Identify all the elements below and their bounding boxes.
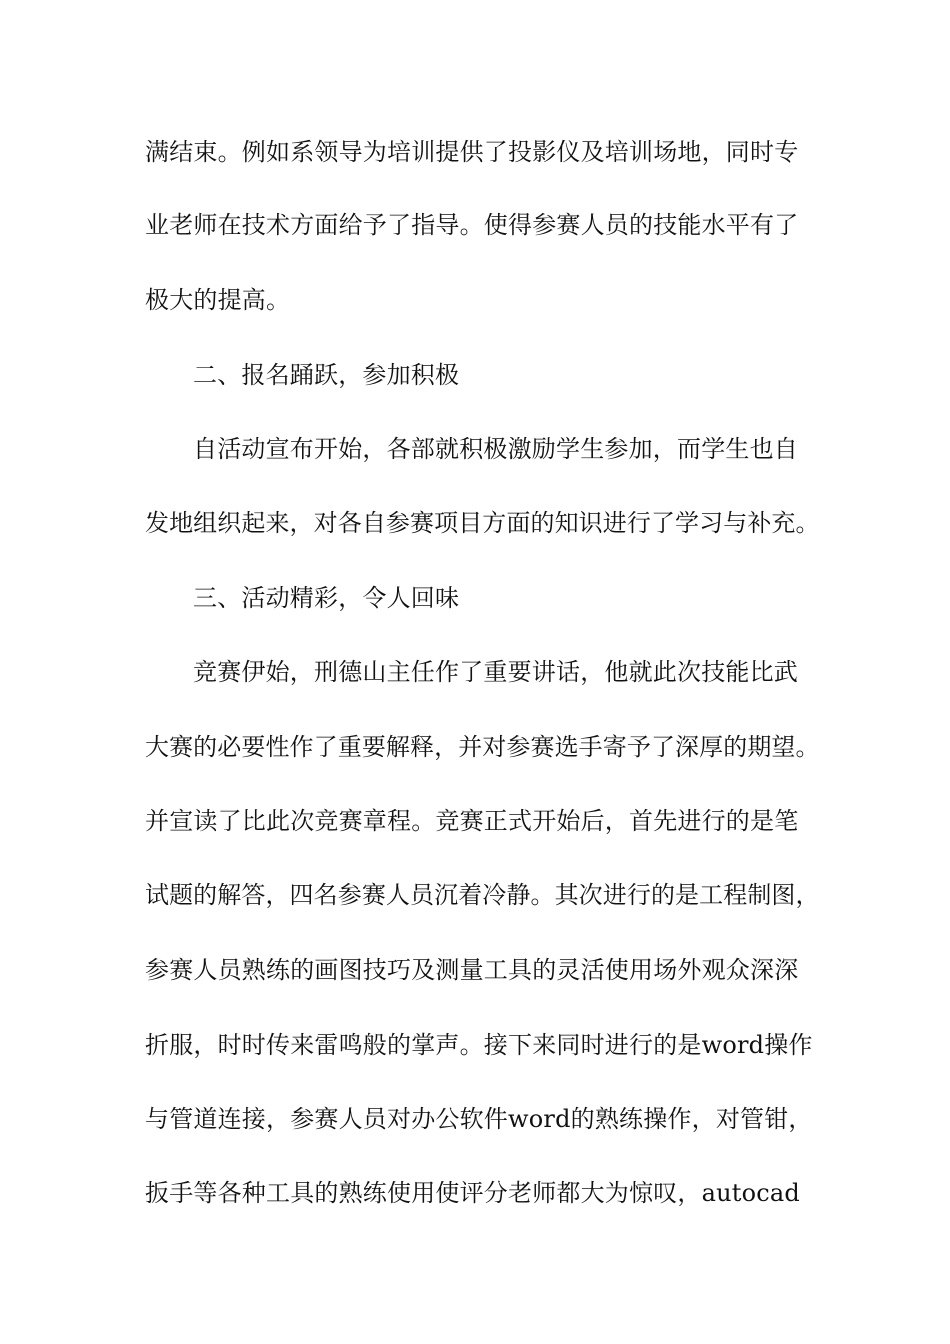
text-line: 大赛的必要性作了重要解释，并对参赛选手寄予了深厚的期望。 bbox=[145, 733, 820, 761]
text-line: 满结束。例如系领导为培训提供了投影仪及培训场地，同时专 bbox=[145, 138, 799, 166]
text-line: 竞赛伊始，刑德山主任作了重要讲话，他就此次技能比武 bbox=[193, 658, 798, 686]
text-line: 折服，时时传来雷鸣般的掌声。接下来同时进行的是word操作 bbox=[145, 1031, 813, 1059]
text-line: 业老师在技术方面给予了指导。使得参赛人员的技能水平有了 bbox=[145, 211, 799, 239]
text-line: 扳手等各种工具的熟练使用使评分老师都大为惊叹，autocad bbox=[145, 1179, 800, 1207]
section-heading: 三、活动精彩，令人回味 bbox=[193, 584, 460, 612]
text-line: 参赛人员熟练的画图技巧及测量工具的灵活使用场外观众深深 bbox=[145, 956, 799, 984]
text-line: 与管道连接，参赛人员对办公软件word的熟练操作，对管钳， bbox=[145, 1105, 813, 1133]
text-line: 自活动宣布开始，各部就积极激励学生参加，而学生也自 bbox=[193, 435, 798, 463]
text-line: 发地组织起来，对各自参赛项目方面的知识进行了学习与补充。 bbox=[145, 509, 820, 537]
text-line: 并宣读了比此次竞赛章程。竞赛正式开始后，首先进行的是笔 bbox=[145, 807, 799, 835]
text-line: 极大的提高。 bbox=[145, 286, 291, 314]
section-heading: 二、报名踊跃，参加积极 bbox=[193, 361, 460, 389]
text-line: 试题的解答，四名参赛人员沉着冷静。其次进行的是工程制图， bbox=[145, 881, 820, 909]
